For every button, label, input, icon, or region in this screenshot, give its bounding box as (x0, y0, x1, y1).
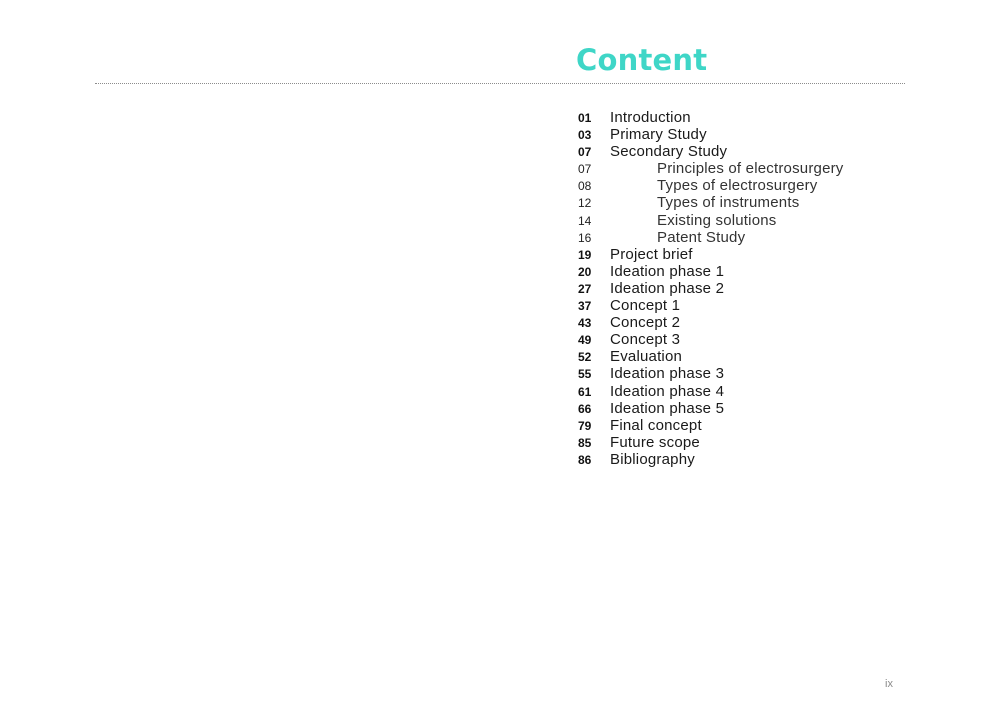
toc-label: Concept 2 (610, 314, 681, 332)
toc-page-number: 55 (578, 367, 592, 382)
toc-page-number: 79 (578, 418, 592, 433)
toc-label: Ideation phase 4 (610, 382, 725, 400)
toc-page-number: 07 (578, 145, 592, 160)
toc-label: Concept 3 (610, 331, 681, 349)
toc-label: Introduction (610, 109, 691, 126)
toc-page-number: 52 (578, 350, 592, 365)
toc-page-number: 43 (578, 316, 592, 331)
toc-label: Types of instruments (657, 194, 800, 212)
toc-label: Concept 1 (610, 297, 681, 315)
toc-label: Bibliography (610, 450, 695, 468)
toc-page-number: 86 (578, 452, 592, 467)
toc-page-number: 49 (578, 333, 592, 348)
toc-page-number: 61 (578, 384, 592, 399)
page-title: Content (576, 43, 708, 77)
toc-label: Ideation phase 3 (610, 365, 725, 383)
toc-label: Ideation phase 5 (610, 399, 725, 417)
toc-page-number: 85 (578, 435, 592, 450)
toc-label: Ideation phase 2 (610, 279, 725, 297)
page-number: ix (885, 678, 893, 690)
toc-label: Principles of electrosurgery (657, 160, 844, 178)
toc-page-number: 12 (578, 196, 592, 211)
toc-page-number: 14 (578, 213, 592, 228)
toc-label: Existing solutions (657, 211, 777, 229)
toc-label: Final concept (610, 416, 702, 434)
toc-page-number: 03 (578, 128, 592, 143)
toc-label: Patent Study (657, 228, 746, 246)
toc-page-number: 16 (578, 230, 592, 245)
toc-page-number: 20 (578, 264, 592, 279)
toc-label: Ideation phase 1 (610, 262, 725, 280)
toc-label: Types of electrosurgery (657, 177, 818, 195)
toc-label: Evaluation (610, 348, 683, 366)
toc-page-number: 07 (578, 162, 592, 177)
toc-label: Primary Study (610, 126, 707, 144)
toc-label: Project brief (610, 245, 693, 263)
dotted-divider (95, 83, 905, 84)
toc-page-number: 19 (578, 247, 592, 262)
toc-label: Future scope (610, 433, 700, 451)
toc-label: Secondary Study (610, 143, 728, 161)
toc-page-number: 27 (578, 281, 592, 296)
toc-page-number: 66 (578, 401, 592, 416)
toc-page-number: 08 (578, 179, 592, 194)
toc-page-number: 37 (578, 299, 592, 314)
toc-page-number: 01 (578, 111, 592, 125)
